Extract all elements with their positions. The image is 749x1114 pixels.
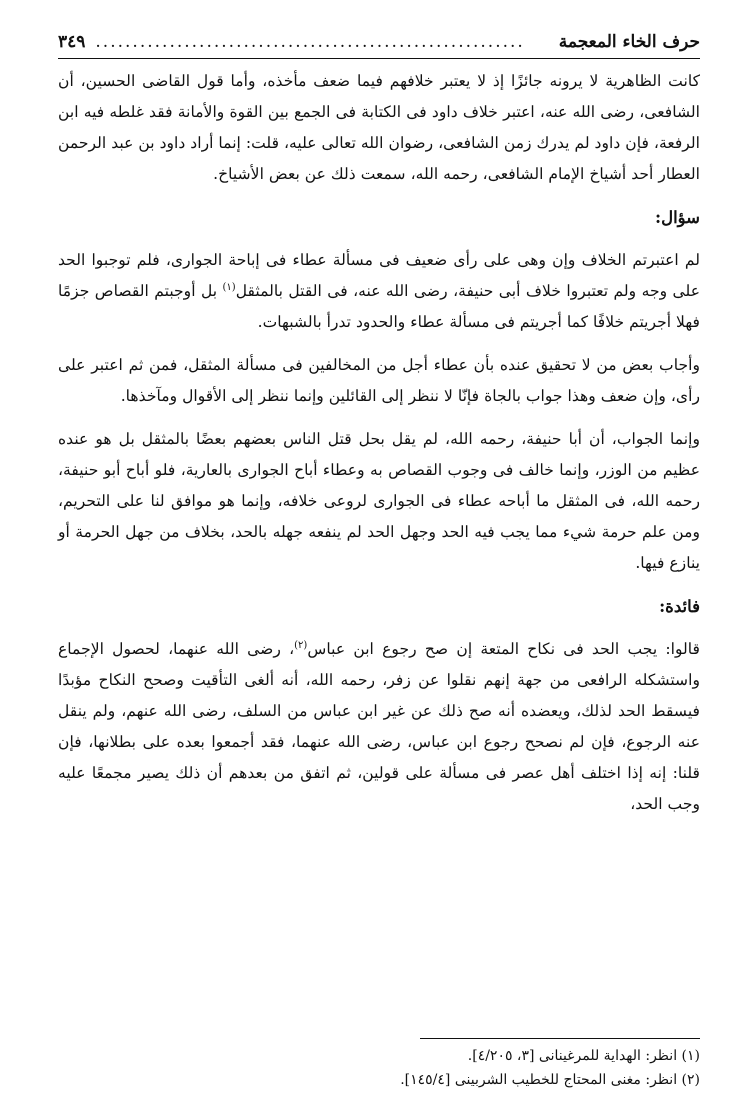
header-leader-dots: .......................................................... (95, 32, 525, 52)
paragraph-2 (58, 245, 700, 338)
paragraph-3: وأجاب بعض من لا تحقيق عنده بأن عطاء أجل من المخالفين فى مسألة المثقل، فمن ثم اعتبر على رأى، وإن ضعف وهذا جواب بالجاة فإنّا لا ننظر إلى القائلين وإنما ننظر إلى الأقوال ومآخذها. (58, 356, 700, 405)
header-rule (58, 58, 700, 59)
paragraph-2-part-a: لم اعتبرتم الخلاف وإن وهى على رأى ضعيف فى مسألة عطاء فى إباحة الجوارى، فلم توجبوا الحد على وجه ولم تعتبروا خلاف أبى حنيفة، رضى الله عنه، فى القتل بالمثقل (58, 251, 700, 300)
paragraph-5 (58, 634, 700, 820)
footnote-1: (١) انظر: الهداية للمرغينانى [٣، ٤/٢٠٥]. (467, 1048, 700, 1064)
paragraph-5-part-a: قالوا: يجب الحد فى نكاح المتعة إن صح رجوع ابن عباس (307, 640, 700, 658)
footnote-rule (420, 1038, 700, 1039)
chapter-title: حرف الخاء المعجمة (558, 32, 700, 52)
paragraph-2-part-b: بل أوجبتم القصاص جزمًا فهلا أجريتم خلافًا كما أجريتم فى مسألة عطاء والحدود تدرأ بالشبهات. (58, 282, 700, 331)
footnote-ref-1[interactable]: (١) (222, 281, 236, 293)
footnote-2: (٢) انظر: مغنى المحتاج للخطيب الشربينى [١٤٥/٤]. (400, 1072, 700, 1088)
paragraph-5-part-b: ، رضى الله عنهما، لحصول الإجماع واستشكله الرافعى من جهة إنهم نقلوا عن زفر، رحمه الله، أنه ألغى التأقيت وصحح النكاح مؤبدًا فيسقط الحد لذلك، ويعضده أنه صح ذلك عن غير ابن عباس من السلف، رضى الله عنهم، ولم ينقل عنه الرجوع، فإن لم نصحح رجوع ابن عباس، رضى الله عنهما، فقد أجمعوا بعده على بطلانها، فإن قلنا: إنه إذا اختلف أهل عصر فى مسألة على قولين، ثم اتفق من بعدهم أن ذلك يصير مجمعًا عليه وجب الحد، (58, 640, 700, 813)
heading-benefit: فائدة: (659, 597, 700, 616)
page-number: ٣٤٩ (58, 32, 86, 52)
body-text (58, 66, 700, 820)
footnotes (58, 1044, 700, 1092)
paragraph-4: وإنما الجواب، أن أبا حنيفة، رحمه الله، لم يقل بحل قتل الناس بعضهم بعضًا بالمثقل بل هو عنده عظيم من الوزر، وإنما خالف فى وجوب القصاص به وعطاء أباح الجوارى بالعارية، فلو أباح أبو حنيفة، رحمه الله، فى المثقل ما أباحه عطاء فى الجوارى لروعى خلافه، وإنما هو موافق لنا على التحريم، ومن علم حرمة شيء مما يجب فيه الحد وجهل الحد لم ينفعه جهله بالحد، بخلاف من جهل الحرمة أو ينازع فيها. (58, 430, 700, 572)
book-page (58, 0, 700, 1114)
heading-question: سؤال: (654, 208, 700, 227)
paragraph-1: كانت الظاهرية لا يرونه جائزًا إذ لا يعتبر خلافهم فيما ضعف مأخذه، وأما قول القاضى الحسين، أن الشافعى، رضى الله عنه، اعتبر خلاف داود فى الكتابة فى الجمع بين القوة والأمانة فقد غلطه فيه ابن الرفعة، فإن داود لم يدرك زمن الشافعى، رضوان الله تعالى عليه، قلت: إنما أراد داود بن عبد الرحمن العطار أحد أشياخ الإمام الشافعى، رحمه الله، سمعت ذلك عن بعض الأشياخ. (58, 72, 700, 183)
running-header (58, 28, 700, 56)
footnote-ref-2[interactable]: (٢) (294, 639, 308, 651)
